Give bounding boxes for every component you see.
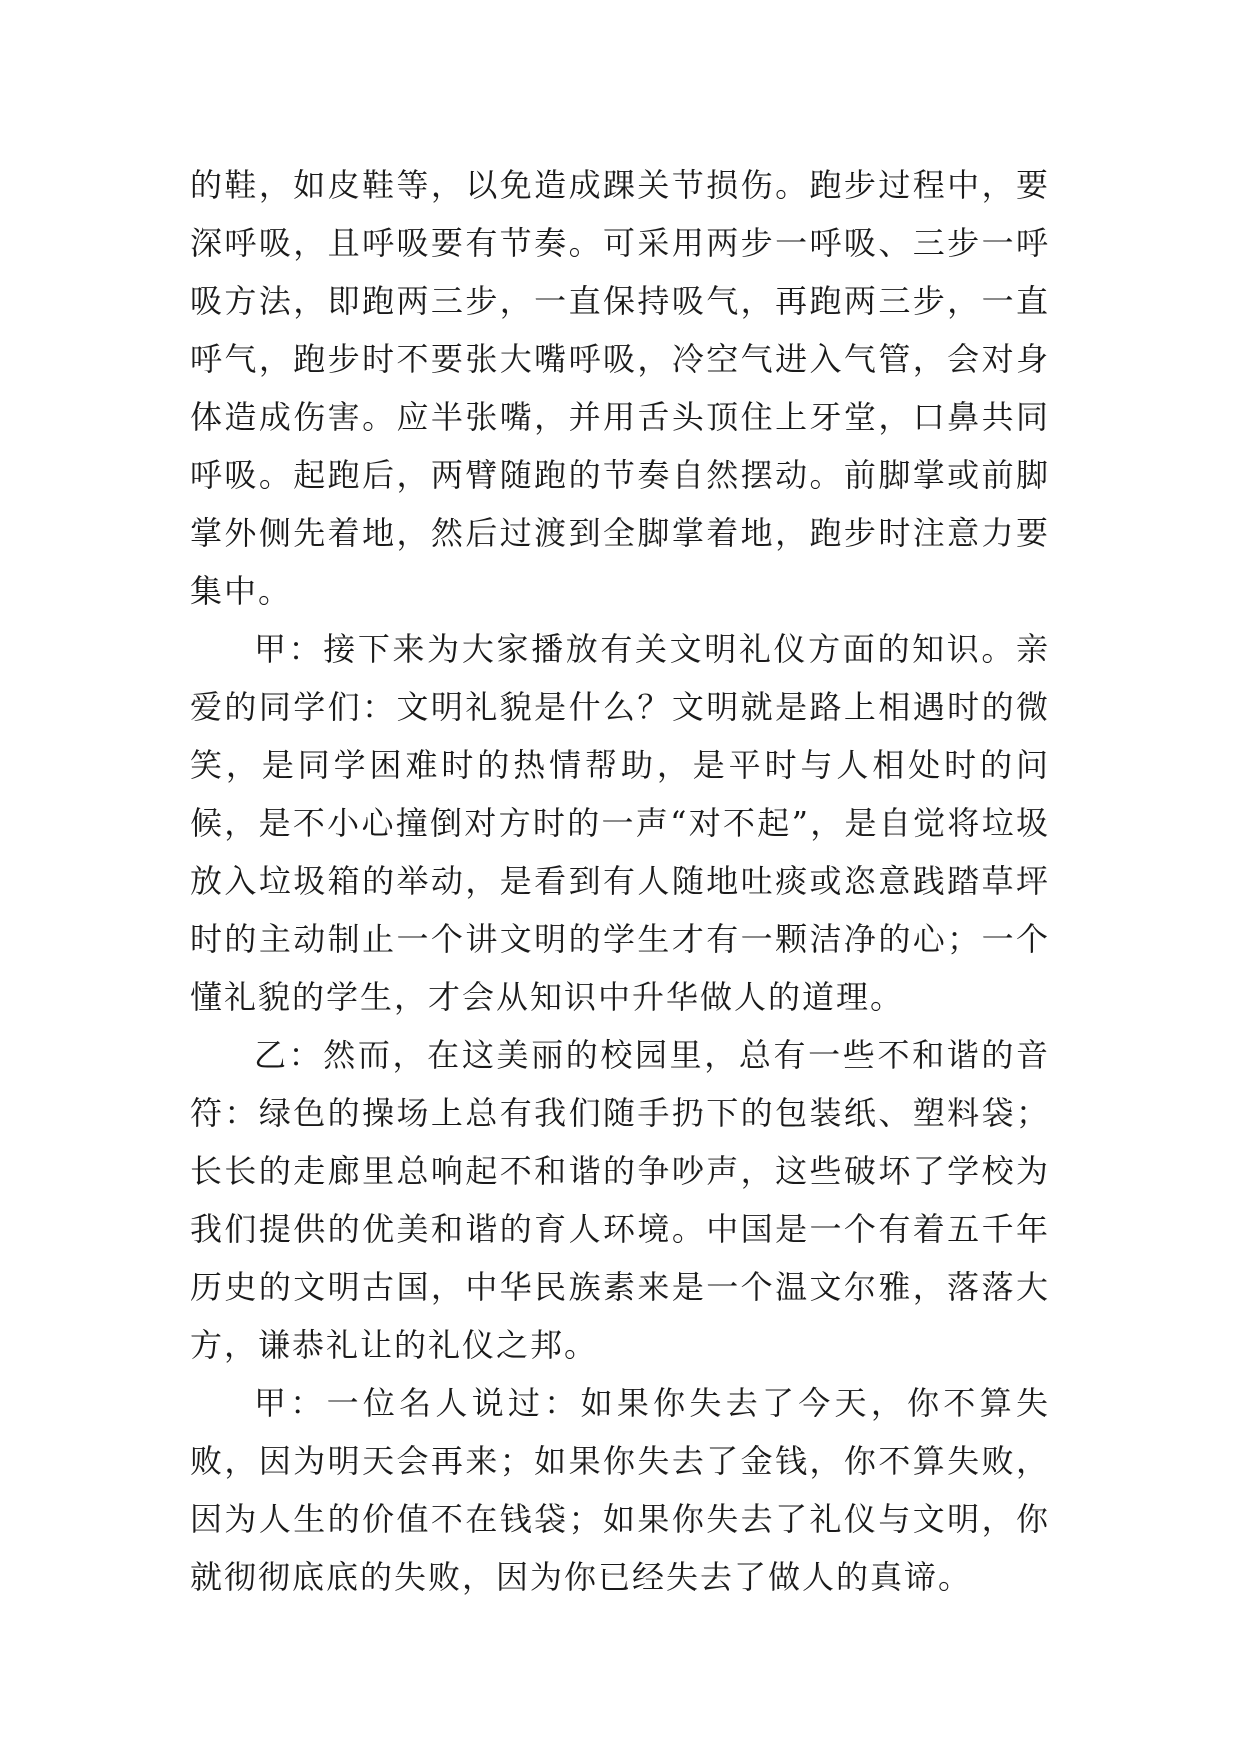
paragraph-campus-disharmony: 乙：然而，在这美丽的校园里，总有一些不和谐的音符：绿色的操场上总有我们随手扔下的包装纸、塑料袋；长长的走廊里总响起不和谐的争吵声，这些破坏了学校为我们提供的优美和谐的育人环境。中国是一个有着五千年历史的文明古国，中华民族素来是一个温文尔雅，落落大方，谦恭礼让的礼仪之邦。 bbox=[190, 1036, 1050, 1364]
document-body bbox=[190, 156, 1050, 1606]
paragraph-running-tips: 的鞋，如皮鞋等，以免造成踝关节损伤。跑步过程中，要深呼吸，且呼吸要有节奏。可采用两步一呼吸、三步一呼吸方法，即跑两三步，一直保持吸气，再跑两三步，一直呼气，跑步时不要张大嘴呼吸，冷空气进入气管，会对身体造成伤害。应半张嘴，并用舌头顶住上牙堂，口鼻共同呼吸。起跑后，两臂随跑的节奏自然摆动。前脚掌或前脚掌外侧先着地，然后过渡到全脚掌着地，跑步时注意力要集中。 bbox=[190, 166, 1050, 610]
paragraph-civility-intro: 甲：接下来为大家播放有关文明礼仪方面的知识。亲爱的同学们：文明礼貌是什么？文明就是路上相遇时的微笑，是同学困难时的热情帮助，是平时与人相处时的问候，是不小心撞倒对方时的一声“对不起”，是自觉将垃圾放入垃圾箱的举动，是看到有人随地吐痰或恣意践踏草坪时的主动制止一个讲文明的学生才有一颗洁净的心；一个懂礼貌的学生，才会从知识中升华做人的道理。 bbox=[190, 630, 1050, 1016]
paragraph-famous-quote: 甲：一位名人说过：如果你失去了今天，你不算失败，因为明天会再来；如果你失去了金钱，你不算失败，因为人生的价值不在钱袋；如果你失去了礼仪与文明，你就彻彻底底的失败，因为你已经失去了做人的真谛。 bbox=[190, 1384, 1050, 1596]
